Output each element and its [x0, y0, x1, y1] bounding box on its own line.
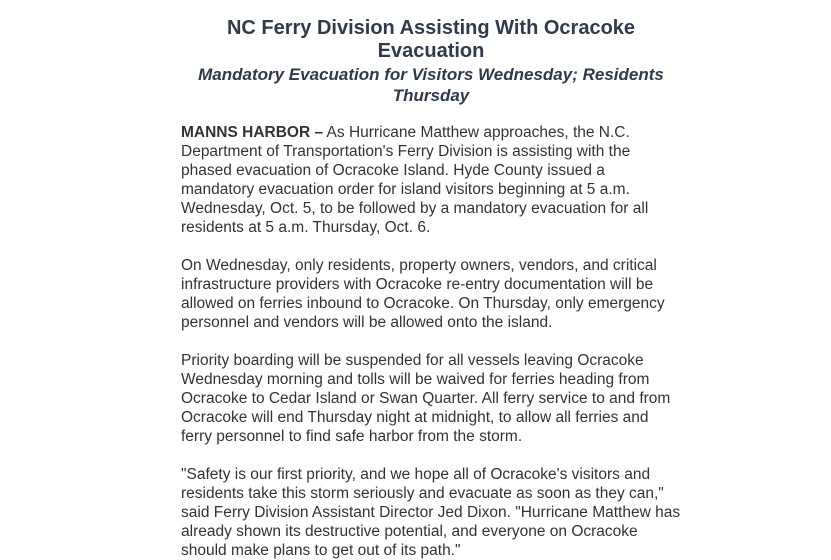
paragraph-3: Priority boarding will be suspended for all vessels leaving Ocracoke Wednesday morning and tolls will be waived for ferries heading from Ocracoke to Cedar Island or Swan Quarter. All ferry service to and from Ocracoke will end Thursday night at midnight, to allow all ferries and ferry personnel to find safe harbor from the storm.	[181, 352, 671, 445]
paragraph-2: On Wednesday, only residents, property owners, vendors, and critical infrastructure providers with Ocracoke re-entry documentation will be allowed on ferries inbound to Ocracoke. On Thursday, only emergency personnel and vendors will be allowed onto the island.	[181, 257, 665, 331]
article-body	[181, 123, 681, 560]
paragraph-1	[181, 123, 681, 237]
article-subtitle: Mandatory Evacuation for Visitors Wednesday; Residents Thursday	[198, 65, 664, 105]
dateline: MANNS HARBOR –	[181, 124, 324, 141]
paragraph-4-quote: "Safety is our first priority, and we hope all of Ocracoke's visitors and residents take this storm seriously and evacuate as soon as they can," said Ferry Division Assistant Director Jed Dixon. "Hurricane Matthew has already shown its destructive potential, and everyone on Ocracoke should make plans to get out of its path."	[181, 466, 681, 559]
paragraph-1-text: As Hurricane Matthew approaches, the N.C. Department of Transportation's Ferry Division is assisting with the phased evacuation of Ocracoke Island. Hyde County issued a mandatory evacuation order for island visitors beginning at 5 a.m. Wednesday, Oct. 5, to be followed by a mandatory evacuation for all residents at 5 a.m. Thursday, Oct. 6.	[181, 124, 649, 236]
article-title: NC Ferry Division Assisting With Ocracoke Evacuation	[226, 17, 636, 62]
